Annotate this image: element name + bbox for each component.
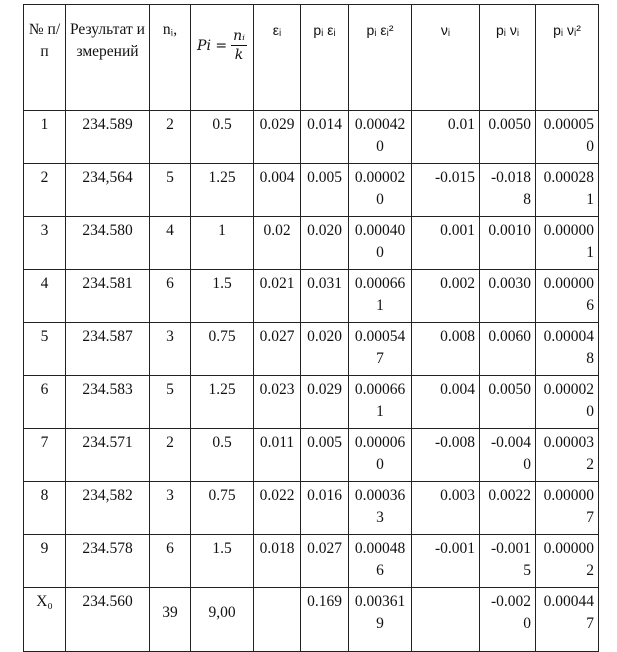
cell-p-eps: 0.031 [301,270,349,323]
cell-eps: 0.021 [254,270,301,323]
cell-p-eps2: 0.000020 [349,164,412,217]
cell-eps [254,588,301,652]
cell-p-eps2: 0.000060 [349,429,412,482]
cell-pi: 0.5 [191,111,254,164]
cell-num: 7 [24,429,66,482]
cell-p-eps: 0.005 [301,429,349,482]
cell-result: 234.583 [66,376,150,429]
cell-p-eps: 0.169 [301,588,349,652]
cell-nu: -0.001 [412,535,480,588]
cell-nu: 0.008 [412,323,480,376]
cell-p-nu2: 0.000006 [536,270,599,323]
cell-nu: 0.001 [412,217,480,270]
measurement-table [23,4,599,652]
cell-eps: 0.004 [254,164,301,217]
cell-p-eps: 0.020 [301,323,349,376]
table-row [24,164,599,217]
cell-pi: 0.5 [191,429,254,482]
cell-num: X₀ [24,588,66,652]
cell-p-nu2: 0.000048 [536,323,599,376]
cell-nu: 0.002 [412,270,480,323]
cell-p-nu2: 0.000032 [536,429,599,482]
cell-p-nu: 0.0050 [480,376,536,429]
cell-eps: 0.023 [254,376,301,429]
header-pi [191,5,254,111]
cell-p-eps2: 0.000547 [349,323,412,376]
cell-result: 234.560 [66,588,150,652]
cell-result: 234.581 [66,270,150,323]
cell-p-eps2: 0.000661 [349,270,412,323]
cell-eps: 0.022 [254,482,301,535]
cell-p-nu: -0.0040 [480,429,536,482]
cell-p-nu2: 0.000050 [536,111,599,164]
cell-ni: 5 [150,164,191,217]
cell-ni: 4 [150,217,191,270]
cell-p-eps: 0.029 [301,376,349,429]
cell-pi: 1.25 [191,164,254,217]
table-row [24,217,599,270]
header-nu: νᵢ [412,5,480,111]
table-row [24,111,599,164]
cell-nu: 0.004 [412,376,480,429]
cell-p-nu2: 0.000020 [536,376,599,429]
cell-p-nu2: 0.000447 [536,588,599,652]
cell-p-eps2: 0.003619 [349,588,412,652]
cell-eps: 0.02 [254,217,301,270]
cell-pi: 1 [191,217,254,270]
cell-nu: 0.003 [412,482,480,535]
cell-p-nu2: 0.000007 [536,482,599,535]
cell-pi: 9,00 [191,588,254,652]
measurement-document [23,4,599,652]
table-row [24,482,599,535]
cell-result: 234.589 [66,111,150,164]
cell-p-nu: -0.0020 [480,588,536,652]
cell-num: 4 [24,270,66,323]
total-row [24,588,599,652]
cell-ni: 2 [150,111,191,164]
cell-p-eps2: 0.000400 [349,217,412,270]
cell-p-eps: 0.020 [301,217,349,270]
cell-p-nu: -0.0188 [480,164,536,217]
cell-num: 8 [24,482,66,535]
cell-nu: -0.015 [412,164,480,217]
cell-ni: 6 [150,535,191,588]
cell-p-nu: -0.0015 [480,535,536,588]
table-row [24,376,599,429]
table-header-row [24,5,599,111]
cell-p-nu: 0.0050 [480,111,536,164]
cell-p-eps: 0.027 [301,535,349,588]
cell-p-nu: 0.0030 [480,270,536,323]
cell-num: 2 [24,164,66,217]
cell-ni: 3 [150,482,191,535]
cell-eps: 0.018 [254,535,301,588]
table-row [24,429,599,482]
cell-pi: 1.25 [191,376,254,429]
pi-formula [195,19,249,64]
cell-p-eps2: 0.000661 [349,376,412,429]
cell-p-nu: 0.0060 [480,323,536,376]
cell-ni: 3 [150,323,191,376]
cell-ni: 39 [150,588,191,652]
cell-pi: 1.5 [191,270,254,323]
table-row [24,270,599,323]
cell-eps: 0.029 [254,111,301,164]
cell-nu [412,588,480,652]
pi-fraction-denominator: k [234,47,244,63]
pi-fraction [231,27,247,64]
table-row [24,535,599,588]
cell-result: 234.587 [66,323,150,376]
header-p-nu2: pᵢ νᵢ² [536,5,599,111]
cell-num: 3 [24,217,66,270]
cell-eps: 0.027 [254,323,301,376]
cell-p-eps: 0.016 [301,482,349,535]
header-p-nu: pᵢ νᵢ [480,5,536,111]
cell-result: 234,564 [66,164,150,217]
cell-ni: 5 [150,376,191,429]
header-ni: nᵢ, [150,5,191,111]
header-result: Результат измерений [66,5,150,111]
cell-ni: 6 [150,270,191,323]
cell-p-nu2: 0.000002 [536,535,599,588]
header-p-eps: pᵢ εᵢ [301,5,349,111]
cell-p-nu: 0.0022 [480,482,536,535]
cell-p-eps: 0.014 [301,111,349,164]
cell-p-eps2: 0.000486 [349,535,412,588]
cell-result: 234,582 [66,482,150,535]
table-row [24,323,599,376]
cell-nu: -0.008 [412,429,480,482]
cell-pi: 0.75 [191,482,254,535]
cell-result: 234.578 [66,535,150,588]
cell-p-nu: 0.0010 [480,217,536,270]
header-eps: εᵢ [254,5,301,111]
cell-result: 234.571 [66,429,150,482]
cell-result: 234.580 [66,217,150,270]
cell-p-nu2: 0.000281 [536,164,599,217]
cell-ni: 2 [150,429,191,482]
cell-num: 6 [24,376,66,429]
cell-num: 1 [24,111,66,164]
cell-eps: 0.011 [254,429,301,482]
cell-nu: 0.01 [412,111,480,164]
cell-p-eps: 0.005 [301,164,349,217]
cell-num: 9 [24,535,66,588]
cell-pi: 1.5 [191,535,254,588]
cell-pi: 0.75 [191,323,254,376]
pi-formula-lhs: Pi = [197,37,228,54]
cell-p-nu2: 0.000001 [536,217,599,270]
header-p-eps2: pᵢ εᵢ² [349,5,412,111]
cell-p-eps2: 0.000420 [349,111,412,164]
header-num: № п/п [24,5,66,111]
cell-p-eps2: 0.000363 [349,482,412,535]
cell-num: 5 [24,323,66,376]
pi-fraction-numerator: nᵢ [233,28,245,44]
